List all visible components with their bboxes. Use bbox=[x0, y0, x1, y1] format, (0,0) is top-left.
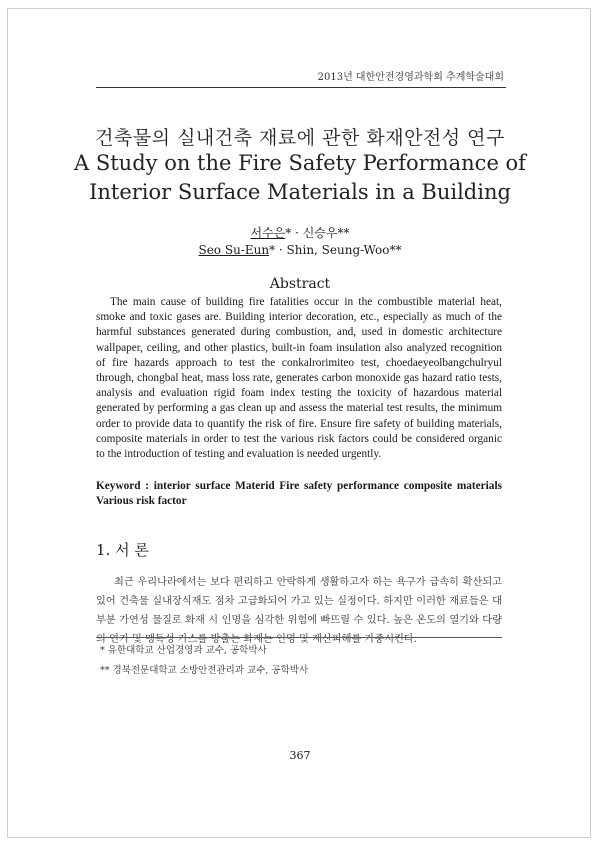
running-header: 2013년 대한안전경영과학회 추계학술대회 bbox=[317, 72, 504, 83]
title-english-line2: Interior Surface Materials in a Building bbox=[89, 180, 511, 204]
authors-english bbox=[40, 243, 560, 257]
author-english-first: Seo Su-Eun bbox=[198, 243, 270, 257]
header-rule bbox=[96, 87, 506, 88]
keyword-line: Keyword : interior surface Materid Fire safety performance composite materials Various risk factor bbox=[96, 480, 502, 508]
abstract-heading: Abstract bbox=[269, 276, 331, 292]
author-korean-second: 신승우** bbox=[302, 226, 350, 240]
title-english-line1: A Study on the Fire Safety Performance of bbox=[74, 151, 526, 175]
author-korean-separator: · bbox=[291, 226, 303, 240]
footnote-2: ** 경북전문대학교 소방안전관리과 교수, 공학박사 bbox=[100, 665, 309, 676]
section-body-introduction: 최근 우리나라에서는 보다 편리하고 안락하게 생활하고자 하는 욕구가 급속히 확산되고 있어 건축물 실내장식재도 점차 고급화되어 가고 있는 실정이다. 하지만 이러한 재료들은 대부분 가연성 물질로 화재 시 인명을 심각한 위험에 빠뜨릴 수 있다. 높은 온도의 열기와 다량의 연기 및 맹독성 가스를 방출는 화재는 인명 및 재산피해를 가중시킨다. bbox=[96, 577, 502, 645]
author-korean-first: 서수은 bbox=[250, 226, 286, 240]
author-english-first-mark: * bbox=[269, 243, 276, 257]
authors-korean bbox=[40, 224, 560, 241]
author-english-second: Shin, Seung-Woo** bbox=[286, 243, 402, 257]
author-english-separator: · bbox=[275, 243, 287, 257]
abstract-body: The main cause of building fire fatalities occur in the combustible material heat, smoke and toxic gases are. Building interior decoration, etc., especially as much of the harmful substances generated during combustion, and, used in domestic architecture wallpaper, ceiling, and other plastics, built-in foam insulation also analyzed recognition of fire hazards approach to test the conkalrorimiteo test, choedaeyeolbangchulryul through, chongbal heat, mass loss rate, generates carbon monoxide gas hazard ratio tests, analysis and evaluation rigid foam index testing the toxicity of hazardous material generated by performing a gas clean up and assess the material test results, the minimum order to provide data to quantify the risk of fire. Ensure fire safety of building materials, composite materials in order to test the various risk factors could be considered organic to the introduction of testing and evaluation is needed urgently. bbox=[96, 296, 502, 461]
footnote-rule bbox=[96, 637, 502, 638]
footnote-1: * 유한대학교 산업경영과 교수, 공학박사 bbox=[100, 645, 267, 656]
section-heading-introduction: 1. 서 론 bbox=[96, 541, 149, 559]
page-number: 367 bbox=[289, 749, 311, 762]
title-korean: 건축물의 실내건축 재료에 관한 화재안전성 연구 bbox=[95, 127, 505, 149]
author-korean-first-mark: * bbox=[285, 226, 292, 240]
